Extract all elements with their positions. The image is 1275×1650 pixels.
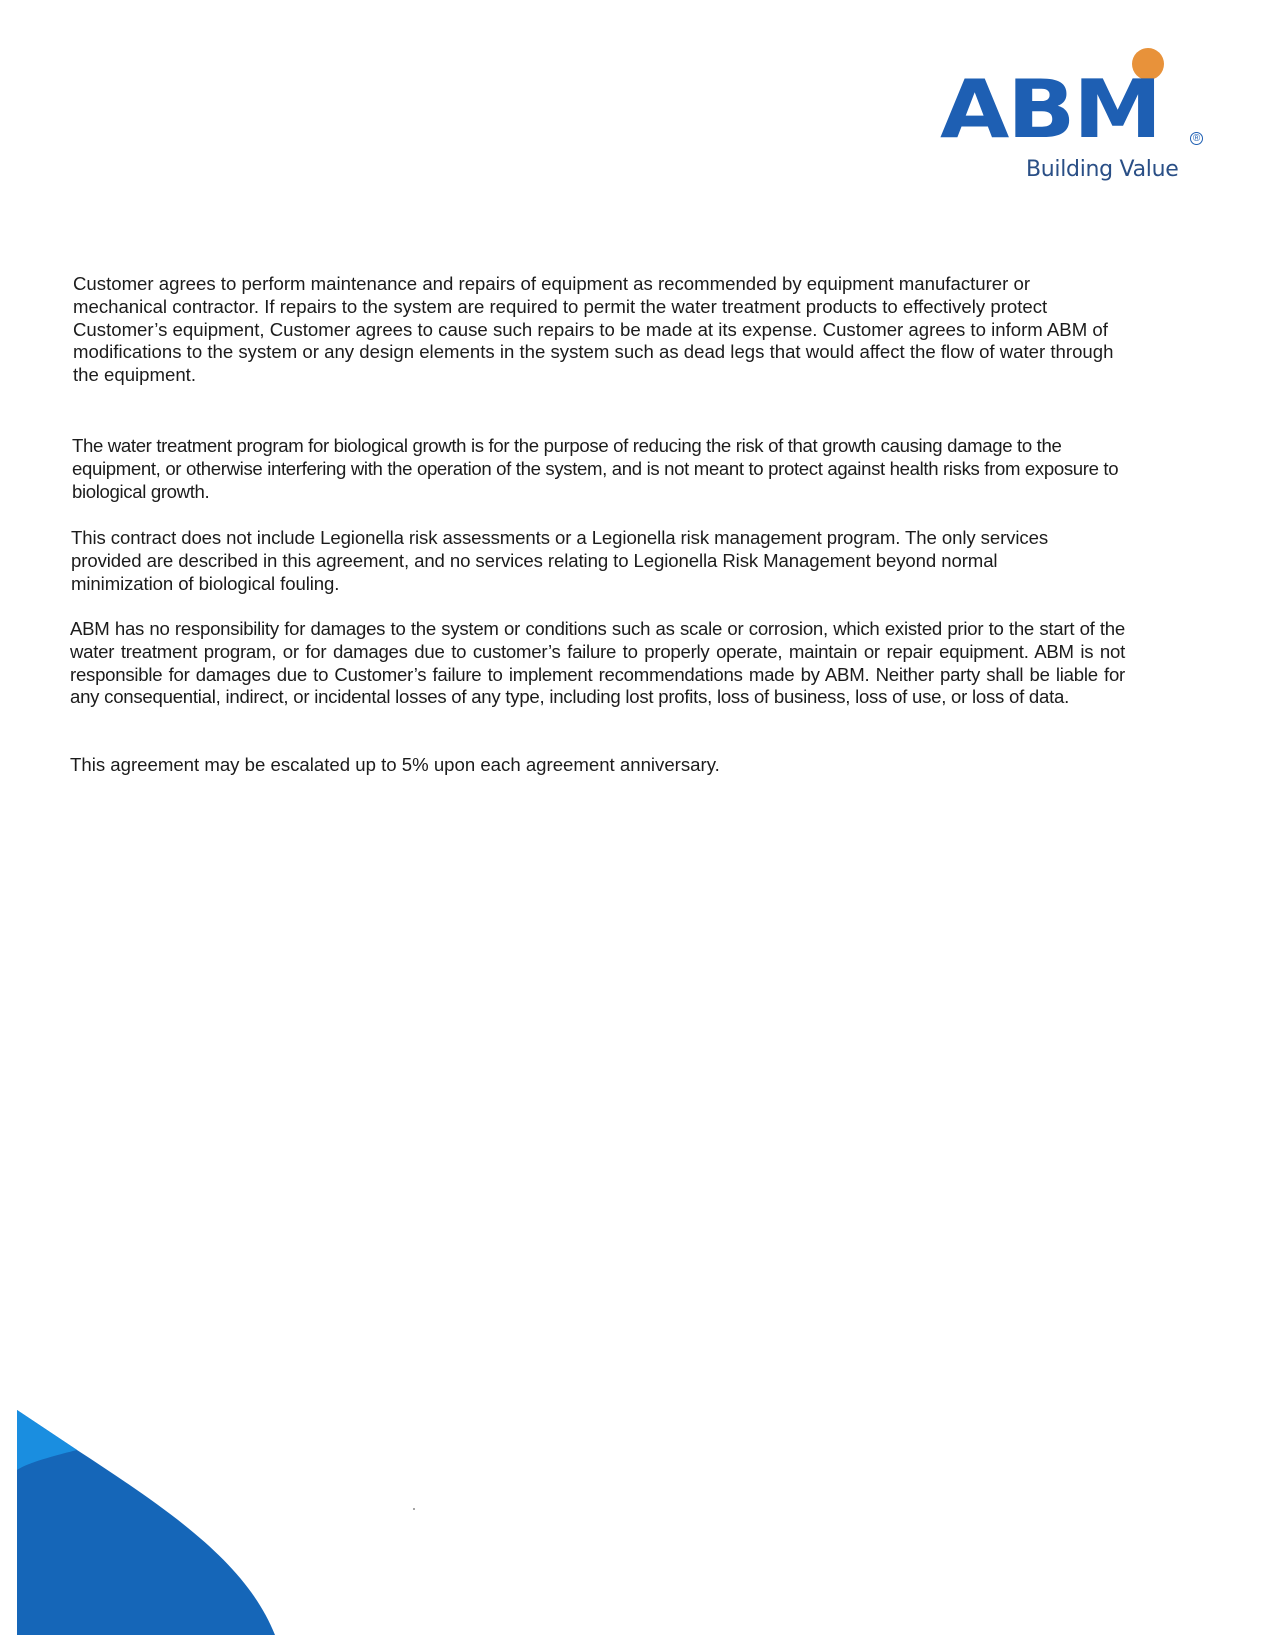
logo-tagline: Building Value xyxy=(1026,157,1179,182)
decorative-swoosh-graphic xyxy=(17,1405,277,1635)
scan-artifact-dot xyxy=(413,1508,415,1510)
paragraph-escalation-clause: This agreement may be escalated up to 5% upon each agreement anniversary. xyxy=(70,754,720,775)
abm-logo xyxy=(940,40,1215,200)
paragraph-maintenance-repairs: Customer agrees to perform maintenance and repairs of equipment as recommended by equipment manufacturer or mechanical contractor. If repairs to the system are required to permit the water treatment products to effectively protect Customer’s equipment, Customer agrees to cause such repairs to be made at its expense. Customer agrees to inform ABM of modifications to the system or any design elements in the system such as dead legs that would affect the flow of water through the equipment. xyxy=(73,273,1114,386)
paragraph-legionella-exclusion: This contract does not include Legionella risk assessments or a Legionella risk management program. The only services provided are described in this agreement, and no services relating to Legionella Risk Management beyond normal minimization of biological fouling. xyxy=(71,527,1049,594)
paragraph-liability-limitation: ABM has no responsibility for damages to the system or conditions such as scale or corrosion, which existed prior to the start of the water treatment program, or for damages due to customer’s failure to properly operate, maintain or repair equipment. ABM is not responsible for damages due to Customer’s failure to implement recommendations made by ABM. Neither party shall be liable for any consequential, indirect, or incidental losses of any type, including lost profits, loss of business, loss of use, or loss of data. xyxy=(70,618,1125,708)
registered-mark: ® xyxy=(1190,132,1203,145)
paragraph-biological-growth: The water treatment program for biological growth is for the purpose of reducing the risk of that growth causing damage to the equipment, or otherwise interfering with the operation of the system, and is not meant to protect against health risks from exposure to biological growth. xyxy=(72,435,1119,502)
logo-wordmark: ABM xyxy=(940,63,1161,156)
